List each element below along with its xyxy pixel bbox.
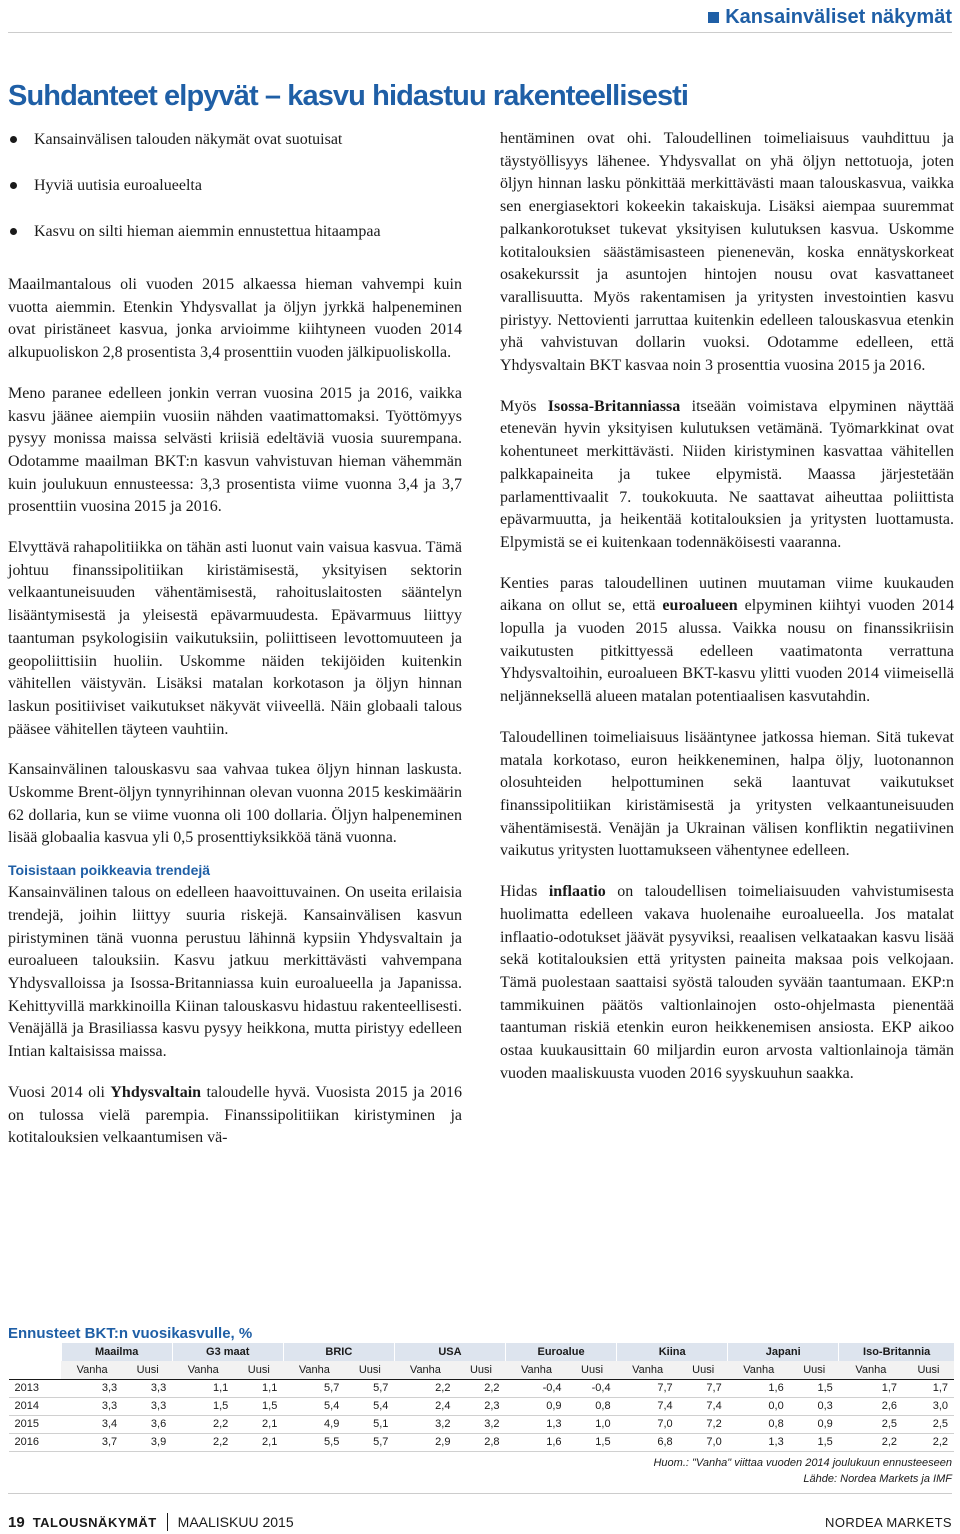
column-header: Uusi	[234, 1361, 283, 1379]
emphasis: Isossa-Britanniassa	[547, 397, 681, 415]
table-cell: 1,3	[506, 1415, 568, 1433]
table-cell: 1,5	[790, 1379, 839, 1397]
section-header-label: Kansainväliset näkymät	[725, 5, 952, 28]
table-cell: 5,4	[283, 1397, 345, 1415]
table-cell: -0,4	[568, 1379, 617, 1397]
table-cell: 5,7	[283, 1379, 345, 1397]
table-cell: 2,2	[456, 1379, 505, 1397]
table-cell: 2,3	[456, 1397, 505, 1415]
table-row	[9, 1379, 955, 1397]
table-cell: 3,9	[123, 1433, 172, 1451]
table-cell: 2,8	[456, 1433, 505, 1451]
emphasis: euroalueen	[662, 597, 738, 615]
paragraph	[500, 573, 954, 709]
paragraph: hentäminen ovat ohi. Taloudellinen toimeliaisuus vauhdittuu ja täystyöllisyys lähenee. Yhdysvallat on yhä öljyn nettotuoja, joten öljyn hinnan lasku pönkittää merkittävästi maan talouskasvua, vaikka sen energiasektori kokeekin takaiskuja. Lisäksi aiempaa suuremmat palkankorotukset tukevat yksityisen kulutuksen kasvua. Uskomme kotitalouksien säästämisasteen pienenevän, koska ennätyskorkeat osakekurssit ja asuntojen hintojen nousu ovat kasvattaneet varallisuutta. Myös rakentamisen ja yritysten investointien kasvu piristyy. Nettovienti jarruttaa kuitenkin edelleen talouskasvua etenkin yhä vahvistuvan dollarin vuoksi. Odotamme edelleen, että Yhdysvaltain BKT kasvaa noin 3 prosenttia vuosina 2015 ja 2016.	[500, 130, 954, 375]
bullet-icon	[10, 228, 17, 235]
paragraph: Meno paranee edelleen jonkin verran vuosina 2015 ja 2016, vaikka kasvu jäänee aiempiin vuosiin nähden vaatimattomaksi. Työttömyys pysyy monissa maissa selvästi kriisiä edeltäviä vuosia suurempana. Odotamme maailman BKT:n kasvun vahvistuvan hieman vähemmän kuin joulukuun ennusteessa: 3,3 prosentista viime vuonna 3,4 ja 3,7 prosenttiin vuosina 2015 ja 2016.	[8, 384, 462, 516]
table-cell: 1,5	[234, 1397, 283, 1415]
emphasis: Yhdysvaltain	[110, 1083, 202, 1101]
table-cell: 1,7	[839, 1379, 903, 1397]
bullet-icon	[10, 182, 17, 189]
table-title: Ennusteet BKT:n vuosikasvulle, %	[8, 1325, 253, 1342]
bullet-text: Kansainvälisen talouden näkymät ovat suotuisat	[34, 131, 343, 148]
table-cell: 7,4	[679, 1397, 728, 1415]
text-run: Vuosi 2014 oli	[8, 1083, 111, 1101]
text-run: Myös	[500, 397, 548, 415]
page-footer	[8, 1510, 952, 1534]
table-row	[9, 1415, 955, 1433]
table-note: Huom.: "Vanha" viittaa vuoden 2014 joulukuun ennusteeseen	[653, 1457, 952, 1469]
column-header: Uusi	[456, 1361, 505, 1379]
table-cell: 3,7	[61, 1433, 123, 1451]
table-row	[9, 1397, 955, 1415]
table-cell: 1,5	[172, 1397, 234, 1415]
column-header: Vanha	[728, 1361, 790, 1379]
table-corner	[9, 1361, 62, 1379]
column-header: Vanha	[839, 1361, 903, 1379]
table-cell: 1,3	[728, 1433, 790, 1451]
text-run: elpyminen kiihtyi vuoden 2014 lopulla ja vuoden 2015 alussa. Vaikka nousu on finanssikriisin vaikutusten pitkittyessä edelleen vaatimatonta verrattuna Yhdysvaltoihin, euroalueen BKT-kasvu ylitti vuoden 2014 viimeisellä neljänneksellä alueen matalan potentiaalisen kasvutahdin.	[500, 597, 955, 706]
left-column	[8, 128, 462, 1150]
paragraph: Taloudellinen toimeliaisuus lisääntynee jatkossa hieman. Sitä tukevat matala korkotaso, euron heikkeneminen, halpa öljy, luotonannon olosuhteiden helpottuminen sekä laantuvat vaikutukset finanssipolitiikan kiristämisestä ja yritysten velkaantuneisuuden vähentämisestä. Venäjän ja Ukrainan välisen konfliktin negatiivinen vaikutus yritysten luottamukseen vähentynee edelleen.	[500, 728, 954, 860]
column-header: Vanha	[506, 1361, 568, 1379]
forecast-table	[8, 1343, 954, 1452]
table-cell: 2,1	[234, 1415, 283, 1433]
paragraph	[500, 881, 954, 1085]
table-cell: 7,7	[617, 1379, 679, 1397]
column-header: Vanha	[61, 1361, 123, 1379]
table-cell: 2,4	[394, 1397, 456, 1415]
table-cell: 3,4	[61, 1415, 123, 1433]
table-cell: 1,7	[903, 1379, 954, 1397]
square-icon	[708, 12, 719, 23]
column-header: Uusi	[903, 1361, 954, 1379]
table-cell: 2,2	[903, 1433, 954, 1451]
table-cell: 1,1	[172, 1379, 234, 1397]
table-group-header-row	[9, 1343, 955, 1361]
table-cell: 3,2	[394, 1415, 456, 1433]
table-cell: 0,0	[728, 1397, 790, 1415]
column-header: Uusi	[345, 1361, 394, 1379]
table-cell: 1,5	[568, 1433, 617, 1451]
row-year: 2014	[9, 1397, 62, 1415]
column-header: Uusi	[679, 1361, 728, 1379]
table-cell: 3,0	[903, 1397, 954, 1415]
paragraph	[500, 396, 954, 555]
table-cell: 0,9	[506, 1397, 568, 1415]
column-group-header: G3 maat	[172, 1343, 283, 1361]
table-cell: 3,6	[123, 1415, 172, 1433]
row-year: 2015	[9, 1415, 62, 1433]
table-cell: 0,3	[790, 1397, 839, 1415]
bullet-item	[8, 220, 462, 266]
table-cell: 2,6	[839, 1397, 903, 1415]
table-cell: 5,7	[345, 1379, 394, 1397]
subheading: Toisistaan poikkeavia trendejä	[8, 862, 211, 879]
table-cell: 5,4	[345, 1397, 394, 1415]
publication-name: TALOUSNÄKYMÄT	[32, 1514, 157, 1530]
table-cell: 1,6	[506, 1433, 568, 1451]
footer-separator	[167, 1513, 168, 1531]
header-divider	[8, 32, 952, 33]
column-header: Uusi	[790, 1361, 839, 1379]
table-cell: 2,2	[172, 1415, 234, 1433]
column-header: Uusi	[568, 1361, 617, 1379]
table-row	[9, 1433, 955, 1451]
page-number: 19	[8, 1513, 25, 1531]
paragraph: Elvyttävä rahapolitiikka on tähän asti luonut vain vaisua kasvua. Tämä johtuu finanssipolitiikan kiristämisestä, yksityisen sektorin velkaantuneisuuden vähentämisestä, rahoituslaitosten sääntelyn lisääntymisestä ja yleisestä epävarmuudesta. Epävarmuus liittyy taantuman psykologisiin vaikutuksiin, poliittiseen levottomuuteen ja geopoliittisiin huoliin. Uskomme näiden tekijöiden kuitenkin vähitellen väistyvän. Lisäksi matalan korkotason ja öljyn hinnan laskun positiiviset vaikutukset näkyvät viiveellä. Näin globaali talous pääsee vähitellen täyteen vauhtiin.	[8, 539, 462, 738]
table-cell: 1,6	[728, 1379, 790, 1397]
table-cell: 7,2	[679, 1415, 728, 1433]
table-cell: 2,5	[839, 1415, 903, 1433]
table-cell: 4,9	[283, 1415, 345, 1433]
table-cell: 3,3	[61, 1397, 123, 1415]
bullet-text: Kasvu on silti hieman aiemmin ennustettua hitaampaa	[34, 223, 381, 240]
table-cell: 2,2	[839, 1433, 903, 1451]
text-run: taloudelle hyvä. Vuosista 2015 ja 2016 on tulossa vielä parempia. Finanssipolitiikan kiristyminen ja kotitalouksien velkaantumisen vä-	[8, 1083, 462, 1147]
table-cell: 5,5	[283, 1433, 345, 1451]
section-header	[708, 6, 952, 28]
column-group-header: Kiina	[617, 1343, 728, 1361]
text-run: Kenties paras taloudellinen uutinen muutaman viime kuukauden aikana on ollut se, että	[500, 574, 954, 615]
text-run: on taloudellisen toimeliaisuuden vahvistumisesta huolimatta edelleen vakava huolenaihe euroalueella. Jos matalat inflaatio-odotukset jäävät pysyviksi, reaalisen velkataakan kasvu lisää sekä kotitalouksien että yritysten paineita maksaa pois velkojaan. Tämä puolestaan saattaisi syöstä talouden syvään taantumaan. EKP:n tammikuinen päätös valtionlainojen osto-ohjelmasta pienentää taantuman riskiä etenkin euron heikkenemisen ansiosta. EKP aikoo ostaa kuukausittain 60 miljardin euron arvosta valtionlainoja tämän vuoden maaliskuusta vuoden 2016 syyskuuhun saakka.	[500, 883, 955, 1082]
column-header: Vanha	[617, 1361, 679, 1379]
paragraph	[8, 1082, 462, 1150]
column-header: Vanha	[283, 1361, 345, 1379]
column-header: Vanha	[394, 1361, 456, 1379]
table-cell: 5,7	[345, 1433, 394, 1451]
table-cell: 2,1	[234, 1433, 283, 1451]
table-cell: 1,5	[790, 1433, 839, 1451]
emphasis: inflaatio	[548, 883, 606, 901]
table-cell: 3,3	[123, 1379, 172, 1397]
table-cell: 3,3	[61, 1379, 123, 1397]
paragraph: Maailmantalous oli vuoden 2015 alkaessa hieman vahvempi kuin vuotta aiemmin. Etenkin Yhdysvallat ja öljyn jyrkkä halpeneminen ovat piristäneet kasvua, jonka arvioimme kiihtyneen vuoden 2014 alkupuoliskon 2,8 prosentista 3,4 prosenttiin vuoden jälkipuoliskolla.	[8, 276, 462, 362]
table-cell: 7,0	[679, 1433, 728, 1451]
table-source: Lähde: Nordea Markets ja IMF	[803, 1473, 952, 1485]
table-cell: 2,2	[394, 1379, 456, 1397]
table-cell: 3,3	[123, 1397, 172, 1415]
column-header: Vanha	[172, 1361, 234, 1379]
table-cell: -0,4	[506, 1379, 568, 1397]
column-group-header: Euroalue	[506, 1343, 617, 1361]
table-sub-header-row	[9, 1361, 955, 1379]
issue-label: MAALISKUU 2015	[177, 1514, 294, 1530]
paragraph: Kansainvälinen talouskasvu saa vahvaa tukea öljyn hinnan laskusta. Uskomme Brent-öljyn tynnyrihinnan olevan vuonna 2015 keskimäärin 62 dollaria, kun se viime vuonna oli 100 dollaria. Öljyn halpeneminen lisää globaalia kasvua yli 0,5 prosenttiyksikköä tänä vuonna.	[8, 761, 462, 847]
bullet-item	[8, 174, 462, 220]
column-group-header: Japani	[728, 1343, 839, 1361]
text-run: Hidas	[500, 883, 549, 901]
publisher-name: NORDEA MARKETS	[825, 1514, 952, 1530]
table-cell: 2,9	[394, 1433, 456, 1451]
table-corner	[9, 1343, 62, 1361]
table-cell: 6,8	[617, 1433, 679, 1451]
right-column	[500, 128, 954, 1085]
text-run: itseään voimistava elpyminen näyttää etenevän hyvin yksityisen kulutuksen vetämänä. Työmarkkinat ovat kohentuneet merkittävästi. Niiden kiristyminen kasvattaa vähitellen palkkapaineita ja tukee elpymistä. Maassa järjestetään parlamenttivaalit 7. toukokuuta. Ne saattavat aiheuttaa poliittista epävarmuutta, ja heikentää kotitalouksien ja yritysten luottamusta. Elpymistä se ei kuitenkaan todennäköisesti vaaranna.	[500, 397, 954, 551]
table-cell: 1,1	[234, 1379, 283, 1397]
row-year: 2016	[9, 1433, 62, 1451]
table-cell: 2,2	[172, 1433, 234, 1451]
table-cell: 0,8	[728, 1415, 790, 1433]
row-year: 2013	[9, 1379, 62, 1397]
table-body	[9, 1379, 955, 1451]
table-cell: 5,1	[345, 1415, 394, 1433]
table-cell: 0,8	[568, 1397, 617, 1415]
column-group-header: BRIC	[283, 1343, 394, 1361]
table-cell: 2,5	[903, 1415, 954, 1433]
page-title: Suhdanteet elpyvät – kasvu hidastuu rakenteellisesti	[8, 80, 689, 112]
table-notes	[653, 1455, 952, 1487]
column-group-header: Iso-Britannia	[839, 1343, 954, 1361]
bullet-item	[8, 128, 462, 174]
table-cell: 7,4	[617, 1397, 679, 1415]
column-header: Uusi	[123, 1361, 172, 1379]
table-cell: 3,2	[456, 1415, 505, 1433]
paragraph: Kansainvälinen talous on edelleen haavoittuvainen. On useita erilaisia trendejä, joihin liittyy suuria riskejä. Kansainvälisen kasvun piristyminen tänä vuonna perustuu lähinnä kypsiin Yhdysvaltain ja euroalueen talouksiin. Kasvu jatkuu merkittävästi vahvempana Yhdysvalloissa ja Isossa-Britanniassa kuin euroalueella ja Japanissa. Kehittyvillä markkinoilla Kiinan talouskasvu hidastuu rakenteellisesti. Venäjällä ja Brasiliassa kasvu pysyy heikkona, mutta piristyy edelleen Intian kaltaisissa maissa.	[8, 884, 462, 1061]
table-cell: 7,7	[679, 1379, 728, 1397]
footer-divider	[8, 1493, 952, 1494]
table-cell: 0,9	[790, 1415, 839, 1433]
bullet-icon	[10, 136, 17, 143]
column-group-header: USA	[394, 1343, 505, 1361]
bullet-text: Hyviä uutisia euroalueelta	[34, 177, 202, 194]
table-cell: 7,0	[617, 1415, 679, 1433]
table-cell: 1,0	[568, 1415, 617, 1433]
column-group-header: Maailma	[61, 1343, 172, 1361]
bullet-list	[8, 128, 462, 266]
